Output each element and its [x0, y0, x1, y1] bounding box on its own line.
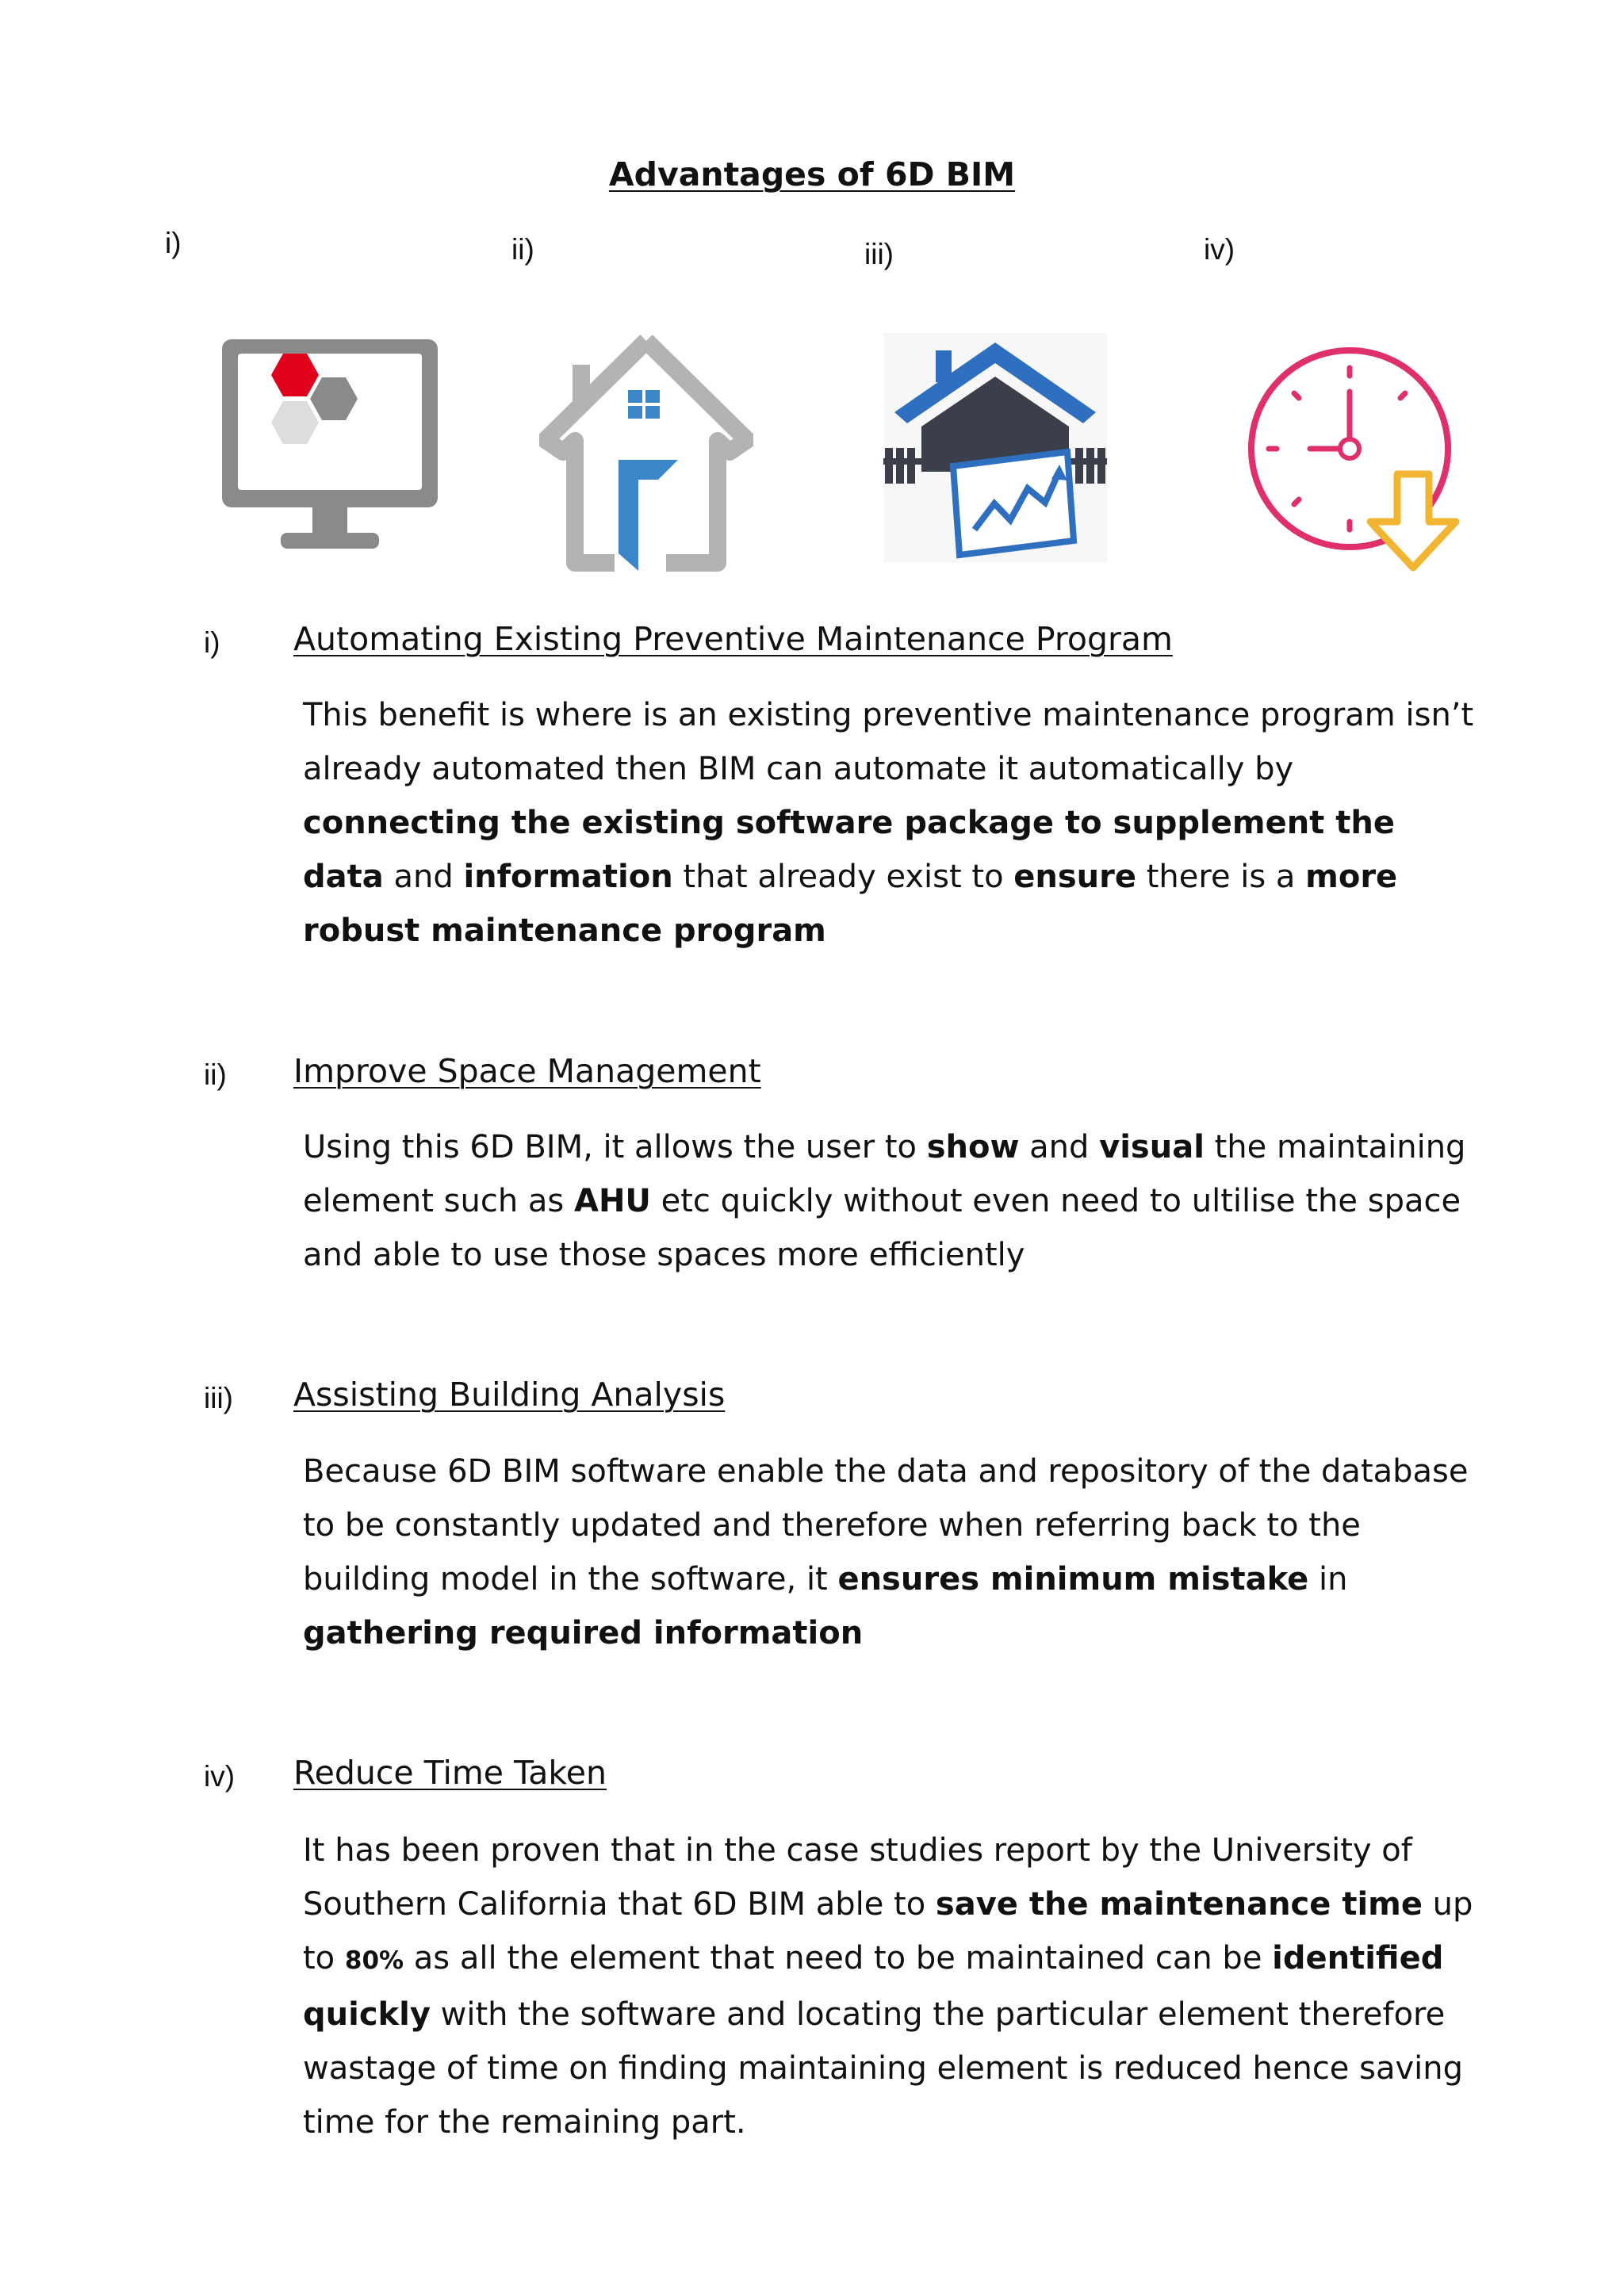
section-heading: Reduce Time Taken [293, 1754, 607, 1792]
section-paragraph: Because 6D BIM software enable the data and repository of the database to be constantly updated and therefore when referring back to the building model in the software, it ensures minimum mistake in gathering required information [303, 1453, 1469, 1651]
icon-label-4: iv) [1204, 233, 1235, 266]
house-analysis-chart-icon [883, 333, 1107, 563]
section-paragraph: This benefit is where is an existing preventive maintenance program isn’t already automated then BIM can automate it automatically by connecting the existing software package to supplement the data and information that already exist to ensure there is a more robust maintenance program [303, 697, 1474, 949]
icon-label-1: i) [165, 227, 182, 259]
section-paragraph: It has been proven that in the case studies report by the University of Southern California that 6D BIM able to save the maintenance time up to 80% as all the element that need to be maintained can be identified quickly with the software and locating the particular element therefore wastage of time on finding maintaining element is reduced hence saving time for the remaining part. [303, 1832, 1473, 2141]
section-heading: Automating Existing Preventive Maintenance Program [293, 620, 1173, 658]
section-number: iii) [204, 1382, 233, 1414]
icon-label-3: iii) [864, 238, 894, 270]
page-title: Advantages of 6D BIM [608, 155, 1016, 193]
section-heading: Improve Space Management [293, 1052, 761, 1090]
section-number: iv) [204, 1760, 236, 1793]
clock-download-icon [1239, 344, 1473, 576]
house-maintenance-icon [539, 333, 753, 575]
monitor-hexagon-icon [219, 336, 441, 558]
section-paragraph: Using this 6D BIM, it allows the user to show and visual the maintaining element such as AHU etc quickly without even need to ultilise the space and able to use those spaces more efficiently [303, 1129, 1466, 1273]
section-heading: Assisting Building Analysis [293, 1376, 726, 1414]
icon-label-2: ii) [511, 233, 534, 266]
section-number: ii) [204, 1058, 227, 1091]
section-number: i) [204, 626, 220, 659]
